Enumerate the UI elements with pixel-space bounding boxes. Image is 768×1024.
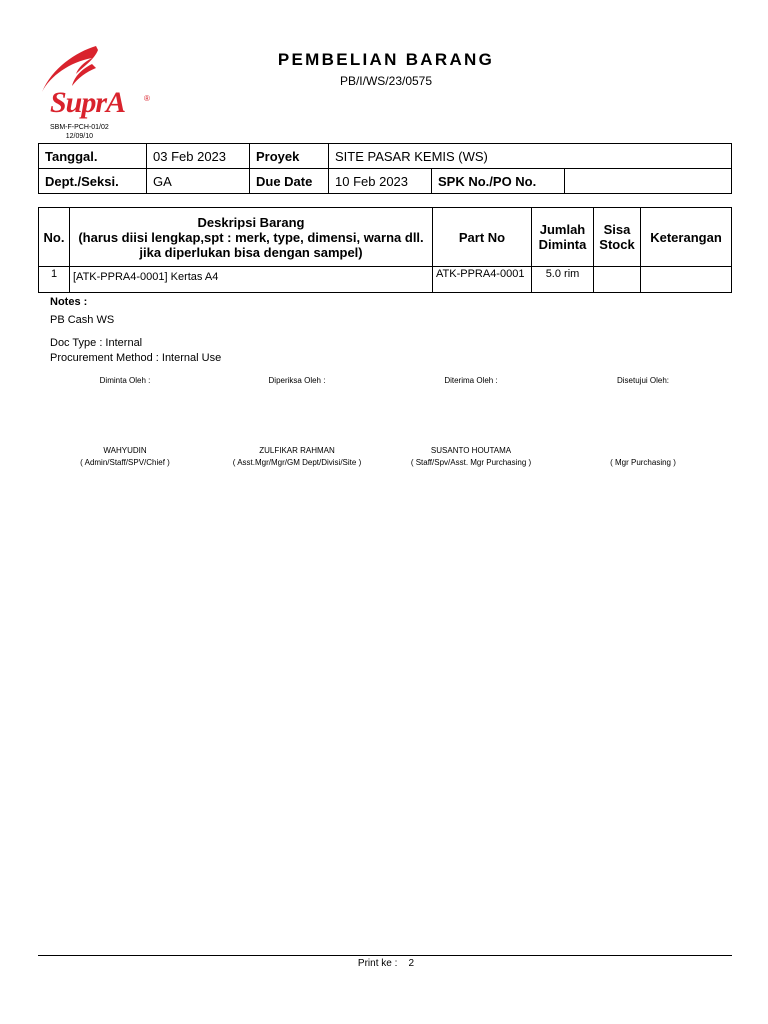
table-row — [39, 267, 732, 293]
row-no: 1 — [39, 267, 70, 293]
col-stock-line-1: Sisa — [603, 222, 631, 237]
row-part-no: ATK-PPRA4-0001 — [433, 267, 532, 293]
row-description: [ATK-PPRA4-0001] Kertas A4 — [70, 267, 433, 293]
spk-label: SPK No./PO No. — [432, 169, 565, 194]
row-stock — [594, 267, 641, 293]
col-description-title: Deskripsi Barang — [197, 214, 305, 230]
col-stock — [594, 208, 641, 267]
tanggal-label: Tanggal. — [39, 144, 147, 169]
col-description-hint-2: jika diperlukan bisa dengan sampel) — [139, 244, 363, 260]
col-qty-line-2: Diminta — [538, 237, 587, 252]
procurement-method: Procurement Method : Internal Use — [50, 352, 222, 364]
proyek-label: Proyek — [250, 144, 329, 169]
print-count-label: Print ke : — [357, 958, 398, 969]
col-qty — [532, 208, 594, 267]
signature-received-title: ( Staff/Spv/Asst. Mgr Purchasing ) — [410, 458, 532, 467]
col-keterangan: Keterangan — [641, 208, 732, 267]
tanggal-value: 03 Feb 2023 — [147, 144, 250, 169]
col-no: No. — [39, 208, 70, 267]
footer-divider — [38, 955, 732, 956]
signature-received-name: SUSANTO HOUTAMA — [430, 446, 512, 455]
logo-registered: ® — [144, 94, 150, 103]
due-date-label: Due Date — [250, 169, 329, 194]
document-number: PB/I/WS/23/0575 — [339, 74, 433, 88]
col-stock-line-2: Stock — [599, 237, 635, 252]
col-description — [70, 208, 433, 267]
row-keterangan — [641, 267, 732, 293]
form-code-date: 12/09/10 — [65, 133, 93, 140]
signature-requested-role: Diminta Oleh : — [99, 376, 151, 385]
spk-value — [565, 169, 732, 194]
due-date-value: 10 Feb 2023 — [329, 169, 432, 194]
col-description-hint-1: (harus diisi lengkap,spt : merk, type, dimensi, warna dll. — [78, 229, 424, 245]
header-table — [38, 143, 732, 194]
proyek-value: SITE PASAR KEMIS (WS) — [329, 144, 732, 169]
signature-approved-role: Disetujui Oleh: — [616, 376, 670, 385]
signature-received-role: Diterima Oleh : — [444, 376, 498, 385]
signature-approved-title: ( Mgr Purchasing ) — [610, 458, 676, 467]
col-qty-line-1: Jumlah — [539, 222, 586, 237]
dept-label: Dept./Seksi. — [39, 169, 147, 194]
logo-wordmark: SuprA — [50, 86, 126, 119]
page-title: PEMBELIAN BARANG — [277, 50, 495, 69]
signature-requested-title: ( Admin/Staff/SPV/Chief ) — [80, 458, 170, 467]
col-part-no: Part No — [433, 208, 532, 267]
doc-type: Doc Type : Internal — [50, 337, 143, 349]
row-qty: 5.0 rim — [532, 267, 594, 293]
signature-checked-title: ( Asst.Mgr/Mgr/GM Dept/Divisi/Site ) — [232, 458, 362, 467]
signature-requested-name: WAHYUDIN — [103, 446, 147, 455]
form-code-number: SBM-F-PCH-01/02 — [50, 124, 109, 131]
items-table — [38, 207, 732, 293]
print-count-value: 2 — [408, 958, 415, 969]
signature-checked-role: Diperiksa Oleh : — [268, 376, 326, 385]
dept-value: GA — [147, 169, 250, 194]
signature-checked-name: ZULFIKAR RAHMAN — [259, 446, 335, 455]
notes-text: PB Cash WS — [50, 314, 115, 326]
print-count — [0, 958, 768, 969]
notes-label: Notes : — [50, 296, 88, 308]
form-code — [50, 123, 109, 141]
